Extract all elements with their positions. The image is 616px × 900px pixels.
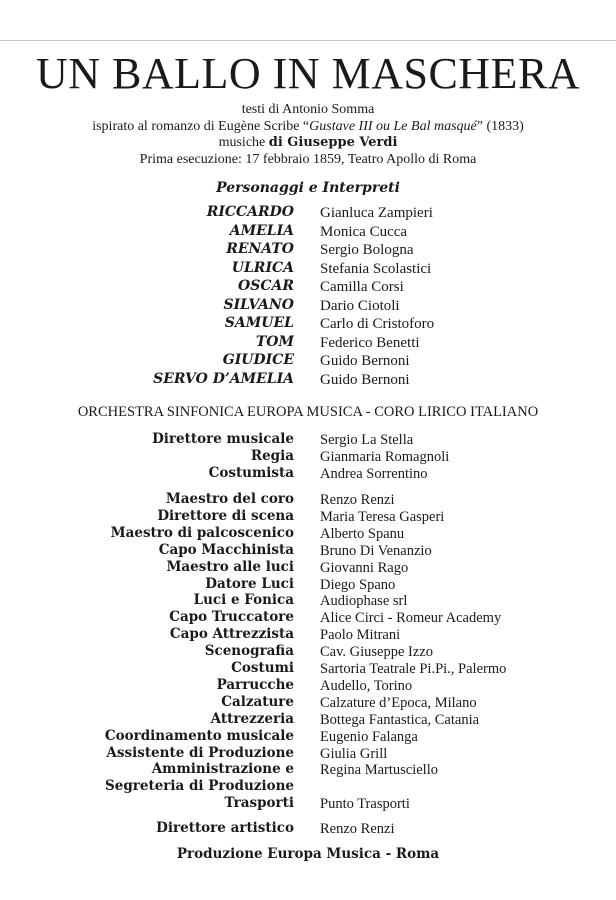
cast-role: TOM (255, 333, 294, 350)
orchestra-line: ORCHESTRA SINFONICA EUROPA MUSICA - CORO LIRICO ITALIANO (77, 404, 539, 420)
credit-value: Alice Circi - Romeur Academy (320, 610, 502, 627)
cast-actor: Dario Ciotoli (320, 297, 400, 314)
credit-label: Costumista (208, 465, 294, 481)
composer-prefix: musiche (218, 135, 269, 150)
credit-label: Parrucche (216, 676, 294, 693)
credit-label: Attrezzeria (210, 710, 294, 727)
credit-label: Maestro di palcoscenico (110, 524, 294, 541)
credit-value: Gianmaria Romagnoli (320, 449, 450, 465)
cast-actor: Carlo di Cristoforo (320, 316, 435, 332)
cast-actor: Camilla Corsi (320, 279, 404, 295)
credit-label: Assistente di Produzione (106, 744, 294, 761)
credit-value: Calzature d’Epoca, Milano (320, 694, 477, 711)
credit-value: Regina Martusciello (320, 762, 438, 779)
production-footer: Produzione Europa Musica - Roma (176, 846, 440, 862)
credit-label: Costumi (231, 660, 294, 676)
credit-label: Direttore musicale (152, 431, 294, 447)
credit-label: Direttore artistico (156, 820, 294, 836)
cast-role: RENATO (226, 241, 294, 257)
page-title: UN BALLO IN MASCHERA (35, 49, 581, 98)
top-divider (0, 40, 616, 41)
credit-label: Direttore di scena (157, 507, 294, 524)
cast-actor: Guido Bernoni (320, 353, 410, 369)
cast-role: RICCARDO (206, 204, 294, 220)
credit-label: Calzature (221, 693, 294, 710)
credit-label: Capo Truccatore (169, 609, 294, 626)
credit-label: Trasporti (224, 795, 294, 812)
credit-value: Giovanni Rago (320, 559, 409, 576)
credit-value: Giulia Grill (320, 745, 388, 762)
credit-label: Regia (250, 448, 294, 464)
credit-label: Amministrazione e (151, 761, 294, 778)
cast-role: AMELIA (229, 222, 294, 239)
credit-label: Maestro del coro (165, 491, 294, 507)
cast-role: SAMUEL (224, 315, 294, 331)
inspiration-line (0, 118, 616, 135)
credit-label: Coordinamento musicale (104, 727, 294, 744)
cast-actor: Guido Bernoni (320, 371, 410, 388)
cast-role: GIUDICE (222, 352, 294, 368)
credit-label: Capo Macchinista (158, 541, 294, 558)
premiere-line: Prima esecuzione: 17 febbraio 1859, Teatro Apollo di Roma (139, 152, 477, 167)
cast-actor: Gianluca Zampieri (320, 205, 433, 221)
credit-value: Audello, Torino (320, 677, 413, 694)
credit-value: Diego Spano (320, 576, 396, 593)
librettist-line: testi di Antonio Somma (241, 102, 375, 117)
credit-value: Eugenio Falanga (320, 728, 418, 745)
credit-label: Capo Attrezzista (169, 626, 294, 643)
credit-value: Punto Trasporti (320, 796, 410, 813)
credit-value: Alberto Spanu (320, 525, 405, 542)
composer-name: di Giuseppe Verdi (268, 135, 398, 150)
credit-value: Andrea Sorrentino (320, 466, 428, 482)
inspiration-suffix: ” (1833) (476, 119, 524, 134)
credit-label: Datore Luci (205, 575, 294, 592)
cast-actor: Stefania Scolastici (320, 260, 432, 277)
inspiration-prefix: ispirato al romanzo di Eugène Scribe “ (92, 119, 310, 134)
credit-label: Segreteria di Produzione (105, 778, 294, 795)
cast-role: SILVANO (223, 296, 294, 313)
credit-value: Sartoria Teatrale Pi.Pi., Palermo (320, 661, 507, 677)
credit-value: Cav. Giuseppe Izzo (320, 644, 434, 661)
cast-role: ULRICA (231, 259, 294, 276)
cast-actor: Federico Benetti (320, 334, 420, 351)
cast-actor: Monica Cucca (320, 223, 408, 240)
composer-line (0, 134, 616, 151)
inspiration-title: Gustave III ou Le Bal masqué (309, 119, 477, 134)
cast-role: SERVO D’AMELIA (153, 370, 294, 387)
credit-label: Luci e Fonica (193, 592, 294, 609)
credit-value: Sergio La Stella (320, 432, 414, 448)
cast-heading: Personaggi e Interpreti (216, 180, 400, 196)
credit-value: Bruno Di Venanzio (320, 542, 432, 559)
cast-role: OSCAR (238, 278, 294, 294)
credit-value: Renzo Renzi (320, 821, 395, 837)
credit-value: Audiophase srl (320, 593, 408, 610)
credit-label: Maestro alle luci (166, 558, 294, 575)
credit-value: Renzo Renzi (320, 492, 395, 508)
credit-value: Bottega Fantastica, Catania (320, 711, 480, 728)
credit-label: Scenografia (204, 643, 294, 660)
cast-actor: Sergio Bologna (320, 242, 414, 258)
credit-value: Maria Teresa Gasperi (320, 508, 445, 525)
credit-value: Paolo Mitrani (320, 627, 401, 644)
